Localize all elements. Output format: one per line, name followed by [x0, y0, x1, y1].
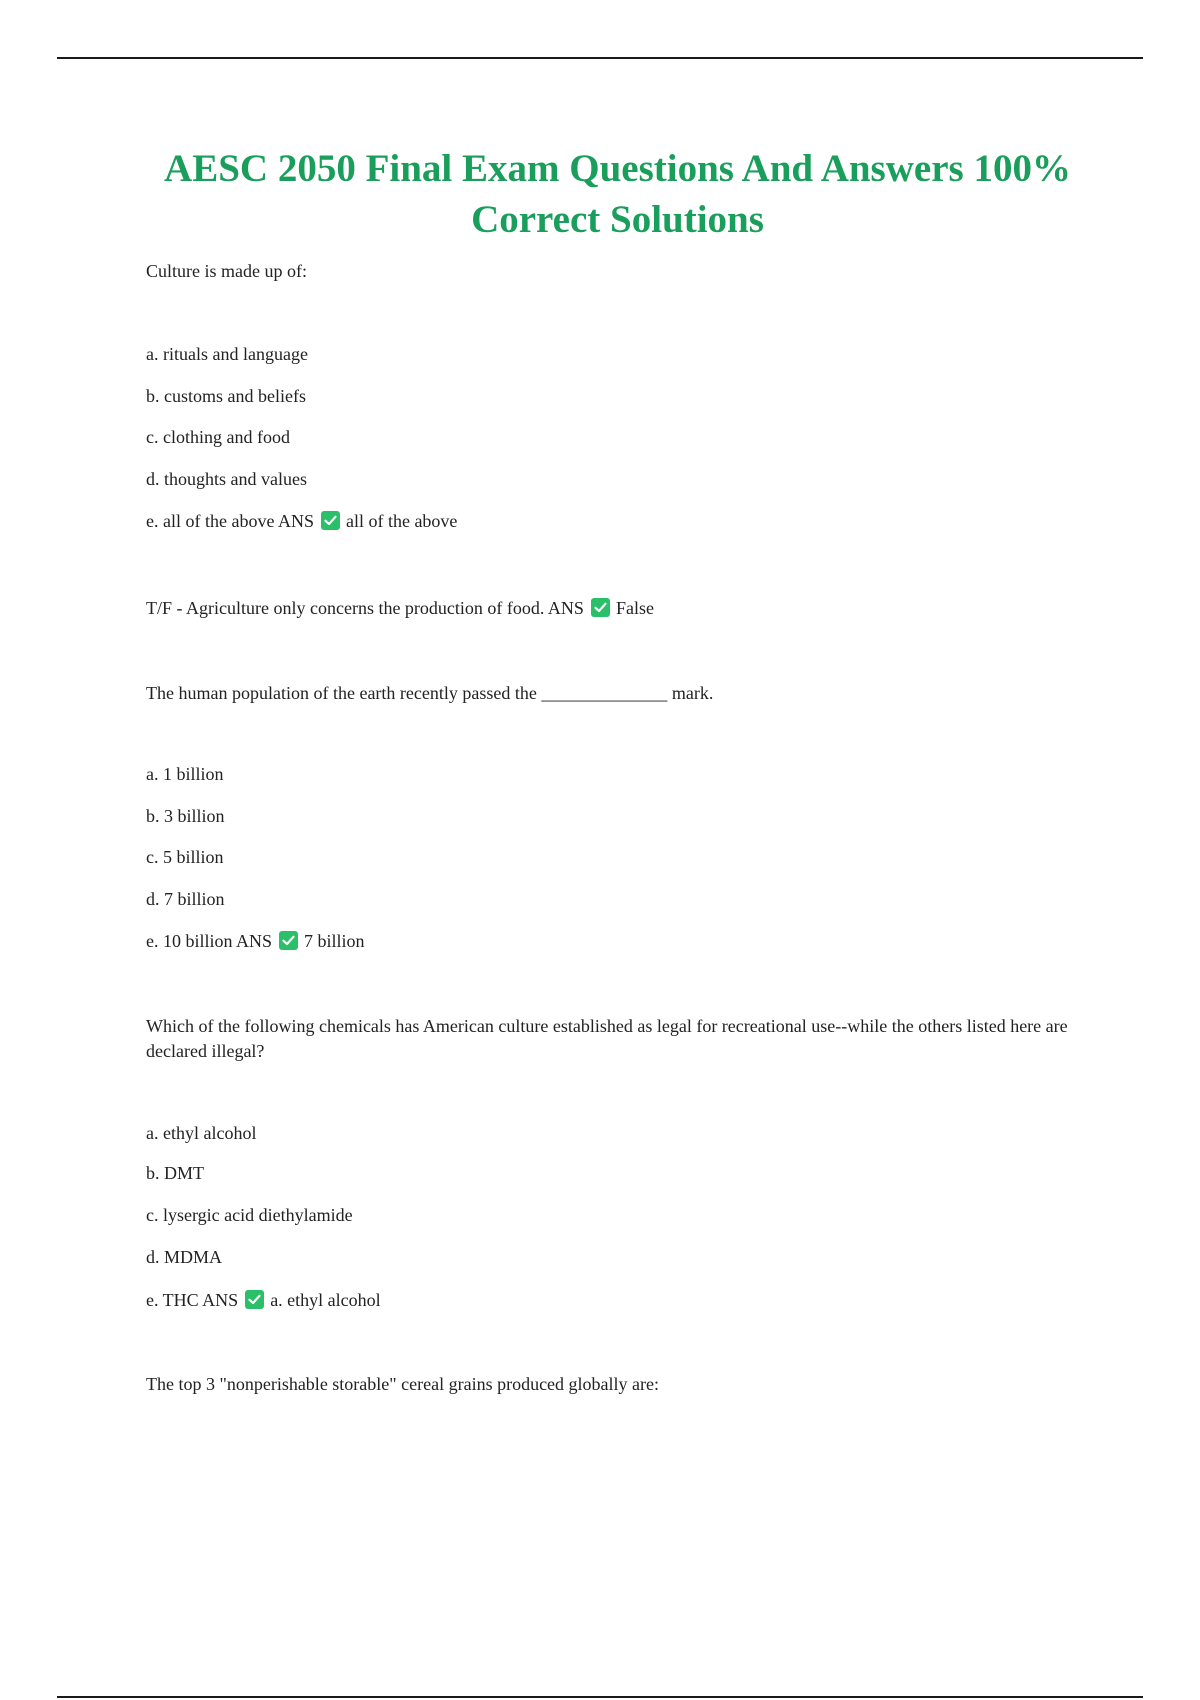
question-1-option-d: d. thoughts and values	[146, 469, 307, 489]
check-mark-icon	[245, 1290, 264, 1309]
question-3-answer-line	[146, 929, 1096, 954]
question-1-answer: all of the above	[345, 511, 458, 531]
question-1-option-a: a. rituals and language	[146, 344, 308, 364]
question-3-option-c: c. 5 billion	[146, 847, 224, 867]
question-1-option-e: e. all of the above ANS	[146, 511, 314, 531]
question-3-option-a: a. 1 billion	[146, 764, 224, 784]
check-mark-icon	[321, 511, 340, 530]
question-3-answer: 7 billion	[304, 931, 365, 951]
question-2-answer: False	[615, 598, 654, 618]
question-4-answer-line	[146, 1288, 1096, 1313]
question-4-option-b: b. DMT	[146, 1163, 204, 1183]
question-5-prompt: The top 3 "nonperishable storable" cereal grains produced globally are:	[146, 1374, 660, 1394]
bottom-rule	[57, 1696, 1143, 1698]
question-4-prompt: Which of the following chemicals has American culture established as legal for recreational use--while the others listed here are declared illegal?	[146, 1016, 1068, 1061]
question-4-answer: a. ethyl alcohol	[270, 1290, 381, 1310]
check-mark-icon	[279, 931, 298, 950]
question-3-option-e: e. 10 billion ANS	[146, 931, 273, 951]
question-1-option-c: c. clothing and food	[146, 427, 290, 447]
question-3-option-b: b. 3 billion	[146, 806, 225, 826]
document-title: AESC 2050 Final Exam Questions And Answers 100% Correct Solutions	[164, 147, 1071, 241]
question-3-option-d: d. 7 billion	[146, 889, 225, 909]
question-3-prompt: The human population of the earth recently passed the ______________ mark.	[146, 683, 714, 703]
question-1-option-b: b. customs and beliefs	[146, 386, 306, 406]
top-rule	[57, 57, 1143, 59]
question-4-option-a: a. ethyl alcohol	[146, 1123, 257, 1143]
question-1-prompt: Culture is made up of:	[146, 261, 307, 281]
question-4-option-d: d. MDMA	[146, 1247, 223, 1267]
check-mark-icon	[591, 598, 610, 617]
question-1-answer-line	[146, 509, 1096, 534]
question-2-line	[146, 596, 1096, 621]
question-4-option-e: e. THC ANS	[146, 1290, 239, 1310]
question-4-option-c: c. lysergic acid diethylamide	[146, 1205, 353, 1225]
question-2-prompt: T/F - Agriculture only concerns the production of food. ANS	[146, 598, 584, 618]
